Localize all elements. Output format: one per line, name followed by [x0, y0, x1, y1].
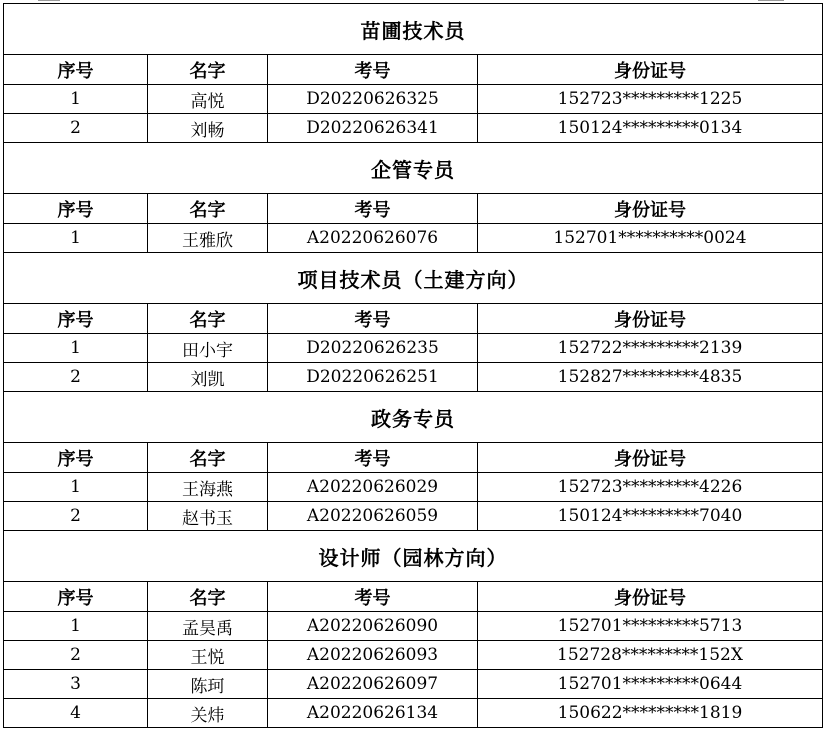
column-header-row — [4, 194, 823, 224]
table-row — [4, 699, 823, 728]
table-row — [4, 363, 823, 392]
cell-id-no: 152827*********4835 — [478, 363, 823, 392]
cell-name: 关炜 — [148, 699, 268, 728]
column-header-name: 名字 — [148, 582, 268, 612]
cell-name: 赵书玉 — [148, 502, 268, 531]
cell-name: 孟昊禹 — [148, 612, 268, 641]
cell-id-no: 152701*********0644 — [478, 670, 823, 699]
cell-exam-no: D20220626341 — [268, 114, 478, 143]
column-header-id-no: 身份证号 — [478, 194, 823, 224]
cell-no: 2 — [4, 502, 148, 531]
section-title: 项目技术员（土建方向） — [4, 253, 823, 304]
section-title-row — [4, 392, 823, 443]
column-header-row — [4, 443, 823, 473]
table-row — [4, 473, 823, 502]
cell-name: 刘畅 — [148, 114, 268, 143]
column-header-no: 序号 — [4, 443, 148, 473]
cell-exam-no: A20220626059 — [268, 502, 478, 531]
column-header-no: 序号 — [4, 194, 148, 224]
table-row — [4, 85, 823, 114]
cell-exam-no: D20220626251 — [268, 363, 478, 392]
table-row — [4, 224, 823, 253]
cell-exam-no: D20220626325 — [268, 85, 478, 114]
cell-no: 2 — [4, 114, 148, 143]
column-header-exam-no: 考号 — [268, 304, 478, 334]
section-title-row — [4, 531, 823, 582]
column-header-name: 名字 — [148, 55, 268, 85]
cell-no: 1 — [4, 85, 148, 114]
column-header-no: 序号 — [4, 55, 148, 85]
cell-no: 1 — [4, 612, 148, 641]
section-title-row — [4, 143, 823, 194]
table-row — [4, 670, 823, 699]
column-header-id-no: 身份证号 — [478, 443, 823, 473]
cell-exam-no: A20220626097 — [268, 670, 478, 699]
cell-no: 2 — [4, 641, 148, 670]
cell-no: 3 — [4, 670, 148, 699]
cell-exam-no: A20220626134 — [268, 699, 478, 728]
column-header-id-no: 身份证号 — [478, 55, 823, 85]
column-header-row — [4, 55, 823, 85]
cell-name: 刘凯 — [148, 363, 268, 392]
cell-id-no: 152722*********2139 — [478, 334, 823, 363]
column-header-row — [4, 304, 823, 334]
table-row — [4, 114, 823, 143]
cell-exam-no: A20220626076 — [268, 224, 478, 253]
cell-no: 1 — [4, 334, 148, 363]
column-header-exam-no: 考号 — [268, 194, 478, 224]
cell-id-no: 152728*********152X — [478, 641, 823, 670]
table-row — [4, 334, 823, 363]
top-edge-mark-right — [758, 0, 784, 1]
table-row — [4, 641, 823, 670]
top-edge-mark-left — [38, 0, 60, 1]
section-title: 苗圃技术员 — [4, 4, 823, 55]
cell-name: 王海燕 — [148, 473, 268, 502]
cell-exam-no: A20220626090 — [268, 612, 478, 641]
results-table-body — [4, 4, 823, 728]
section-title: 企管专员 — [4, 143, 823, 194]
column-header-exam-no: 考号 — [268, 582, 478, 612]
cell-name: 陈珂 — [148, 670, 268, 699]
section-title: 设计师（园林方向） — [4, 531, 823, 582]
section-title-row — [4, 253, 823, 304]
cell-name: 王雅欣 — [148, 224, 268, 253]
cell-id-no: 150124*********7040 — [478, 502, 823, 531]
column-header-id-no: 身份证号 — [478, 304, 823, 334]
table-row — [4, 612, 823, 641]
cell-id-no: 152701**********0024 — [478, 224, 823, 253]
cell-no: 4 — [4, 699, 148, 728]
column-header-name: 名字 — [148, 304, 268, 334]
section-title: 政务专员 — [4, 392, 823, 443]
results-table — [3, 3, 823, 728]
cell-name: 王悦 — [148, 641, 268, 670]
cell-exam-no: D20220626235 — [268, 334, 478, 363]
cell-no: 1 — [4, 224, 148, 253]
column-header-name: 名字 — [148, 443, 268, 473]
column-header-no: 序号 — [4, 304, 148, 334]
column-header-name: 名字 — [148, 194, 268, 224]
cell-no: 2 — [4, 363, 148, 392]
cell-no: 1 — [4, 473, 148, 502]
column-header-id-no: 身份证号 — [478, 582, 823, 612]
cell-id-no: 152701*********5713 — [478, 612, 823, 641]
cell-name: 田小宇 — [148, 334, 268, 363]
column-header-exam-no: 考号 — [268, 55, 478, 85]
cell-id-no: 150124*********0134 — [478, 114, 823, 143]
column-header-no: 序号 — [4, 582, 148, 612]
column-header-row — [4, 582, 823, 612]
cell-id-no: 150622*********1819 — [478, 699, 823, 728]
column-header-exam-no: 考号 — [268, 443, 478, 473]
table-row — [4, 502, 823, 531]
cell-id-no: 152723*********4226 — [478, 473, 823, 502]
cell-name: 高悦 — [148, 85, 268, 114]
cell-id-no: 152723*********1225 — [478, 85, 823, 114]
cell-exam-no: A20220626093 — [268, 641, 478, 670]
section-title-row — [4, 4, 823, 55]
cell-exam-no: A20220626029 — [268, 473, 478, 502]
